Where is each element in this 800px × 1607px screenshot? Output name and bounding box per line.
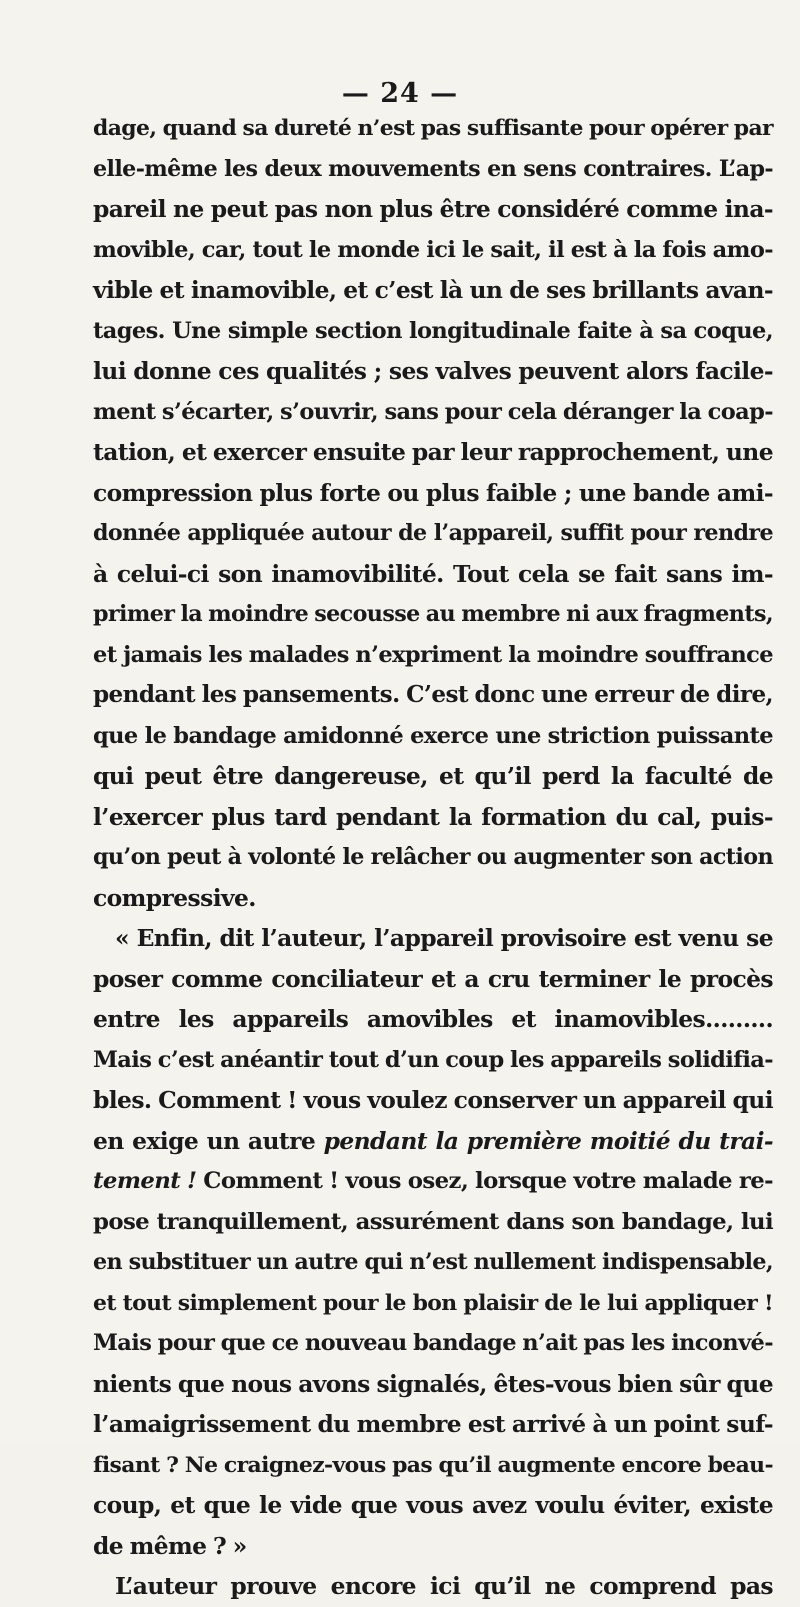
text-line: Mais pour que ce nouveau bandage n’ait pas les inconvé- (93, 1330, 773, 1356)
text-line: entre les appareils amovibles et inamovibles......... (93, 1005, 773, 1033)
text-line: donnée appliquée autour de l’appareil, suffit pour rendre (93, 520, 773, 546)
text-line: tation, et exercer ensuite par leur rapprochement, une (93, 438, 773, 466)
text-line-mixed (93, 1121, 773, 1162)
text-line: qu’on peut à volonté le relâcher ou augmenter son action (93, 844, 773, 870)
text-line: pareil ne peut pas non plus être considéré comme ina- (93, 195, 773, 223)
text-line-mixed (93, 1161, 773, 1202)
text-line: pose tranquillement, assurément dans son bandage, lui (93, 1208, 773, 1235)
text-line: primer la moindre secousse au membre ni aux fragments, (93, 601, 773, 627)
text-line: compressive. (93, 883, 256, 912)
text-line: ment s’écarter, s’ouvrir, sans pour cela déranger la coap- (93, 398, 773, 425)
text-line: poser comme conciliateur et a cru terminer le procès (93, 964, 773, 993)
text-line: coup, et que le vide que vous avez voulu éviter, existe (93, 1491, 773, 1519)
italic-segment: pendant la première moitié du trai- (323, 1126, 774, 1155)
text-line: nients que nous avons signalés, êtes-vous bien sûr que (93, 1369, 773, 1398)
text-line: fisant ? Ne craignez-vous pas qu’il augmente encore beau- (93, 1451, 773, 1478)
text-line: et tout simplement pour le bon plaisir de le lui appliquer ! (93, 1289, 773, 1316)
text-line: qui peut être dangereuse, et qu’il perd la faculté de (93, 762, 773, 790)
text-line: de même ? » (93, 1531, 247, 1560)
text-line: pendant les pansements. C’est donc une erreur de dire, (93, 681, 773, 708)
text-segment: en exige un autre (93, 1126, 324, 1155)
text-line: vible et inamovible, et c’est là un de ses brillants avan- (93, 276, 773, 304)
text-line: compression plus forte ou plus faible ; une bande ami- (93, 478, 773, 507)
text-line: elle-même les deux mouvements en sens contraires. L’ap- (93, 155, 773, 182)
text-line: en substituer un autre qui n’est nullement indispensable, (93, 1249, 773, 1275)
text-line: L’auteur prouve encore ici qu’il ne comprend pas (115, 1572, 773, 1600)
text-line: l’exercer plus tard pendant la formation du cal, puis- (93, 802, 773, 831)
text-line: tages. Une simple section longitudinale faite à sa coque, (93, 317, 773, 344)
text-segment: Comment ! vous osez, lorsque votre malade re- (196, 1168, 773, 1194)
text-line: l’amaigrissement du membre est arrivé à un point suf- (93, 1410, 773, 1438)
text-line: que le bandage amidonné exerce une striction puissante (93, 722, 773, 749)
text-line: bles. Comment ! vous voulez conserver un appareil qui (93, 1086, 773, 1114)
text-line: dage, quand sa dureté n’est pas suffisante pour opérer par (93, 115, 773, 141)
body-text (93, 108, 773, 1607)
page-number: — 24 — (341, 78, 459, 109)
text-line: Mais c’est anéantir tout d’un coup les appareils solidifia- (93, 1046, 773, 1073)
text-line: lui donne ces qualités ; ses valves peuvent alors facile- (93, 357, 773, 385)
italic-segment: tement ! (93, 1168, 197, 1194)
text-line: « Enfin, dit l’auteur, l’appareil provisoire est venu se (115, 924, 773, 952)
text-line: movible, car, tout le monde ici le sait, il est à la fois amo- (93, 236, 773, 263)
text-line: à celui-ci son inamovibilité. Tout cela se fait sans im- (93, 559, 773, 588)
text-line: et jamais les malades n’expriment la moindre souffrance (93, 641, 773, 668)
